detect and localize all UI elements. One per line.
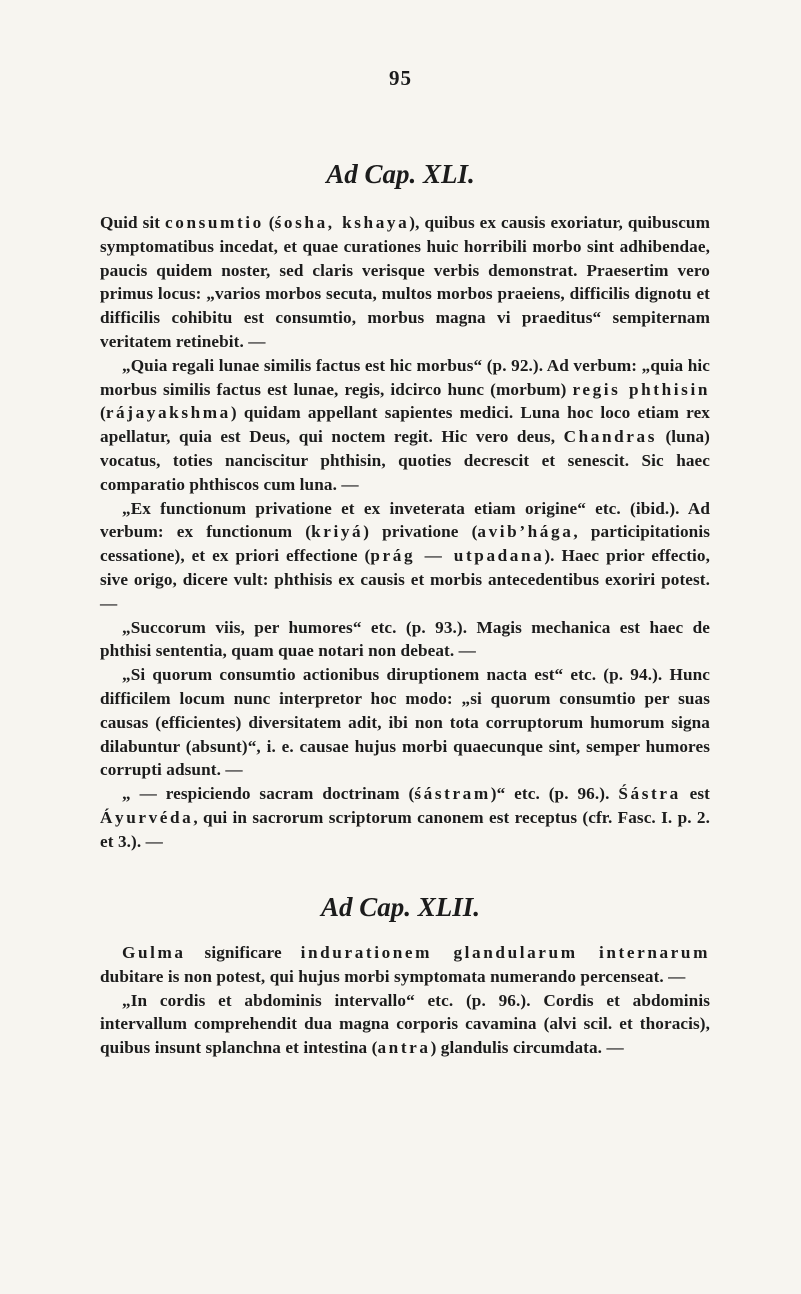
paragraph: [100, 941, 710, 989]
text-run: (: [263, 213, 275, 232]
text-run: ), quibus ex causis exoriatur, quibuscum symptomatibus incedat, et quae curationes huic horribili morbo sint adhibendae, paucis quidem noster, sed claris verisque verbis demonstrat. Praesertim vero primus locus: „varios morbos secuta, multos morbos praeiens, difficilis dignotu et difficilis cohibitu est consumtio, morbus magna vi praeditus“ sempiternam veritatem retinebit. —: [100, 213, 710, 351]
spaced-term: Gulma: [122, 943, 186, 962]
spaced-term: regis phthisin: [572, 379, 710, 399]
text-run: significare: [185, 943, 301, 962]
spaced-term: kriyá: [311, 522, 364, 542]
paragraph: [100, 989, 710, 1060]
text-run: , participitationis cessatione), et ex priori effectione (: [100, 522, 710, 566]
spaced-term: rájayakshma: [105, 403, 231, 423]
text-run: ) privatione (: [363, 522, 478, 542]
spaced-term: consumtio: [165, 213, 264, 232]
spaced-term: śosha, kshaya: [274, 213, 410, 232]
spaced-term: avib’hága: [477, 522, 574, 542]
spaced-term: Śástra: [618, 784, 681, 804]
paragraph: [100, 782, 710, 853]
paragraph: [100, 663, 710, 782]
paragraph: [100, 497, 710, 616]
text-run: )“ etc. (p. 96.).: [490, 784, 619, 804]
text-run: ) glandulis circumdata. —: [430, 1038, 624, 1058]
spaced-term: Áyurvéda: [100, 807, 194, 827]
section-heading: Ad Cap. XLI.: [326, 159, 475, 189]
spaced-term: indurationem glandularum internarum: [300, 943, 710, 962]
spaced-term: Chandras: [563, 427, 657, 447]
text-run: Quid sit: [100, 213, 166, 232]
spaced-term: antra: [377, 1038, 431, 1058]
text-run: ). Haec prior effectio, sive origo, dicere vult: phthisis ex causis et morbis antecedentibus exoriri potest. —: [100, 546, 710, 613]
section-body: [100, 941, 710, 1060]
paragraph: [100, 211, 710, 354]
section-heading: Ad Cap. XLII.: [320, 892, 481, 922]
text-run: ) quidam appellant sapientes medici. Luna hoc loco etiam rex apellatur, quia est Deus, qui noctem regit. Hic vero deus,: [100, 403, 710, 447]
text-run: est: [680, 784, 710, 804]
section-body: [100, 211, 710, 854]
text-run: „Succorum viis, per humores“ etc. (p. 93.). Magis mechanica est haec de phthisi sententia, quam quae notari non debeat. —: [100, 617, 710, 661]
spaced-term: śástram: [414, 784, 491, 804]
text-run: „ — respiciendo sacram doctrinam (: [122, 784, 415, 804]
text-run: dubitare is non potest, qui hujus morbi symptomata numerando percenseat. —: [100, 966, 686, 986]
page-number: 95: [389, 66, 412, 90]
spaced-term: prág — utpadana: [370, 546, 545, 566]
text-run: (: [100, 403, 106, 423]
text-run: , qui in sacrorum scriptorum canonem est receptus (cfr. Fasc. I. p. 2. et 3.). —: [100, 807, 710, 851]
paragraph: [100, 354, 710, 497]
text-run: „Si quorum consumtio actionibus diruptionem nacta est“ etc. (p. 94.). Hunc difficilem locum nunc interpretor hoc modo: „si quorum consumtio per suas causas (efficientes) diversitatem adit, ibi non tota corruptorum humorum signa dilabuntur (absunt)“, i. e. causae hujus morbi quaecunque sint, semper humores corrupti adsunt. —: [100, 665, 710, 780]
text-run: (luna) vocatus, toties nanciscitur phthisin, quoties decrescit et senescit. Sic haec comparatio phthiscos cum luna. —: [100, 427, 711, 494]
text-run: „Quia regali lunae similis factus est hic morbus“ (p. 92.). Ad verbum: „quia hic morbus similis factus est lunae, regis, idcirco hunc (morbum): [100, 355, 710, 399]
text-run: „In cordis et abdominis intervallo“ etc. (p. 96.). Cordis et abdominis intervallum comprehendit dua magna corporis cavamina (alvi scil. et thoracis), quibus insunt splanchna et intestina (: [100, 990, 710, 1058]
text-run: „Ex functionum privatione et ex inveterata etiam origine“ etc. (ibid.). Ad verbum: ex functionum (: [100, 498, 710, 542]
paragraph: [100, 616, 710, 664]
